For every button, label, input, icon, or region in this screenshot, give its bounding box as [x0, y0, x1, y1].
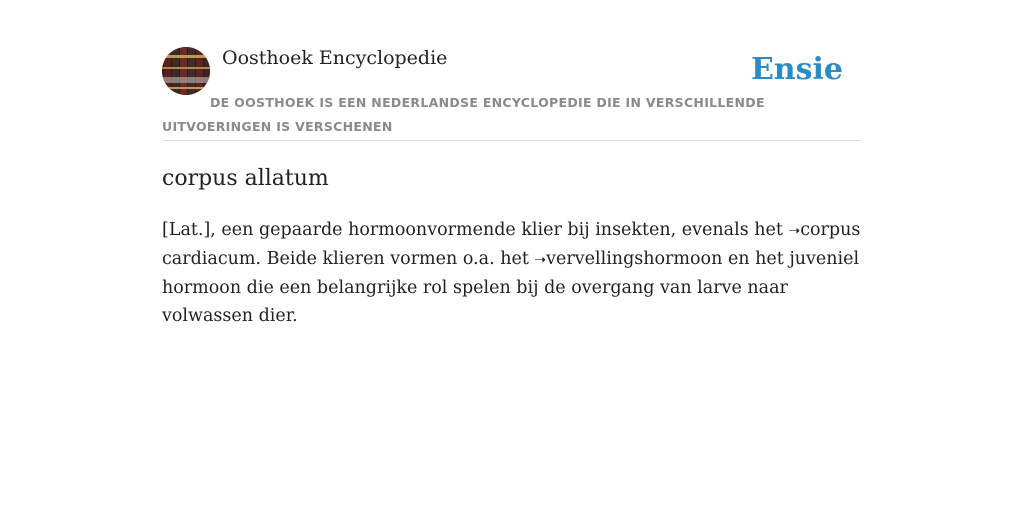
- entry-body: [162, 216, 862, 330]
- brand-logo-link[interactable]: Ensie: [750, 52, 843, 87]
- site-tagline: DE OOSTHOEK IS EEN NEDERLANDSE ENCYCLOPEDIE DIE IN VERSCHILLENDE UITVOERINGEN IS VERSCHENEN: [162, 95, 765, 134]
- body-text-segment: . Beide klieren vormen o.a. het: [255, 249, 535, 269]
- link-vervellingshormoon[interactable]: vervellingshormoon: [546, 249, 723, 269]
- body-text-segment: en het juveniel hormoon die een belangrijke rol spelen bij de overgang van larve naar volwassen dier.: [162, 249, 860, 326]
- link-corpus-cardiacum[interactable]: corpus cardiacum: [162, 220, 861, 269]
- site-header: [162, 46, 862, 141]
- avatar[interactable]: [162, 47, 210, 95]
- site-name[interactable]: Oosthoek Encyclopedie: [222, 47, 448, 69]
- entry-title: corpus allatum: [162, 166, 329, 191]
- link-arrow-icon: ➝: [788, 223, 801, 239]
- book-spines-icon: [162, 47, 210, 95]
- link-arrow-icon: ➝: [534, 252, 547, 268]
- body-text-segment: [Lat.], een gepaarde hormoonvormende klier bij insekten, evenals het: [162, 220, 789, 240]
